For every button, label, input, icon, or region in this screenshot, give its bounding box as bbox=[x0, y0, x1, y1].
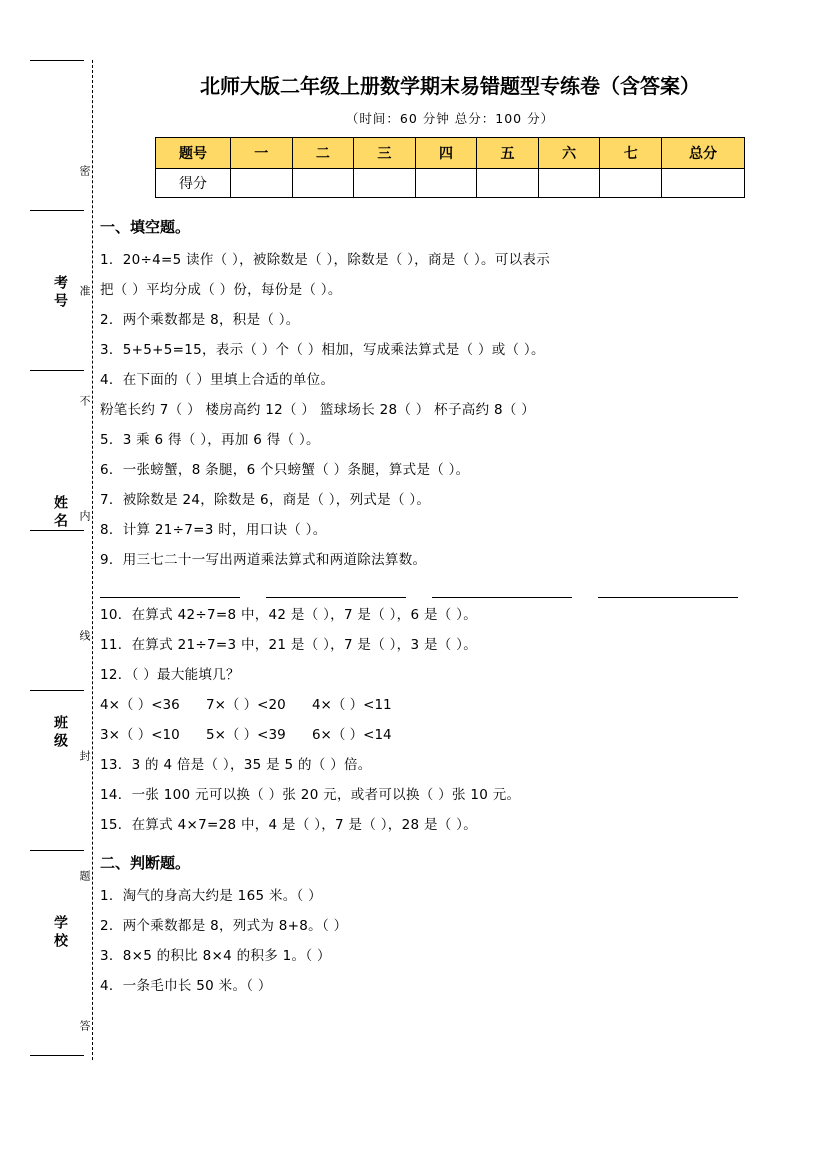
fill-expression: 4×（ ）<36 bbox=[100, 697, 180, 713]
answer-rule[interactable] bbox=[100, 581, 240, 598]
score-cell-total[interactable] bbox=[662, 169, 745, 198]
table-row bbox=[156, 169, 745, 198]
fill-row bbox=[100, 690, 800, 720]
fill-expression: 7×（ ）<20 bbox=[205, 697, 286, 713]
question-item: 4．在下面的（ ）里填上合适的单位。 bbox=[100, 372, 335, 388]
strip-divider bbox=[30, 370, 84, 371]
question-item: 15．在算式 4×7=28 中，4 是（ ），7 是（ ），28 是（ ）。 bbox=[100, 817, 477, 833]
score-header-cell: 五 bbox=[477, 138, 539, 169]
field-label-exam-number: 考号 bbox=[52, 275, 68, 311]
field-label-name: 姓名 bbox=[52, 495, 68, 531]
score-table bbox=[155, 137, 745, 198]
question-item: 4．一条毛巾长 50 米。（ ） bbox=[100, 978, 272, 994]
seal-char-da: 答 bbox=[78, 1020, 91, 1033]
score-cell[interactable] bbox=[538, 169, 600, 198]
question-item: 12．（ ）最大能填几？ bbox=[100, 667, 240, 683]
answer-rule-row bbox=[100, 581, 800, 598]
question-item: 3．8×5 的积比 8×4 的积多 1。（ ） bbox=[100, 948, 331, 964]
score-header-cell: 七 bbox=[600, 138, 662, 169]
score-header-cell: 六 bbox=[538, 138, 600, 169]
score-cell[interactable] bbox=[415, 169, 477, 198]
exam-meta: （时间：60 分钟 总分：100 分） bbox=[345, 111, 555, 126]
seal-char-nei: 内 bbox=[78, 510, 91, 523]
score-header-cell: 四 bbox=[415, 138, 477, 169]
question-item: 13．3 的 4 倍是（ ），35 是 5 的（ ）倍。 bbox=[100, 757, 372, 773]
dashed-seal-line bbox=[92, 60, 93, 1060]
seal-char-xian: 线 bbox=[78, 630, 91, 643]
question-item: 1．20÷4=5 读作（ ），被除数是（ ），除数是（ ），商是（ ）。可以表示 bbox=[100, 252, 551, 268]
strip-divider bbox=[30, 690, 84, 691]
fill-expression: 4×（ ）<11 bbox=[311, 697, 392, 713]
score-cell[interactable] bbox=[292, 169, 354, 198]
field-label-class: 班级 bbox=[52, 715, 68, 751]
strip-divider bbox=[30, 1055, 84, 1056]
field-label-school: 学校 bbox=[52, 915, 68, 951]
question-item: 9．用三七二十一写出两道乘法算式和两道除法算数。 bbox=[100, 552, 427, 568]
fill-expression: 6×（ ）<14 bbox=[311, 727, 392, 743]
answer-rule[interactable] bbox=[598, 581, 738, 598]
paper-content bbox=[100, 62, 800, 1001]
question-item-units: 粉笔长约 7（ ） 楼房高约 12（ ） 篮球场长 28（ ） 杯子高约 8（ ） bbox=[100, 402, 536, 418]
question-item: 2．两个乘数都是 8，列式为 8+8。（ ） bbox=[100, 918, 348, 934]
score-row-label: 得分 bbox=[156, 169, 231, 198]
answer-rule[interactable] bbox=[432, 581, 572, 598]
score-header-cell: 三 bbox=[354, 138, 416, 169]
question-item: 10．在算式 42÷7=8 中，42 是（ ），7 是（ ），6 是（ ）。 bbox=[100, 607, 477, 623]
question-item: 1．淘气的身高大约是 165 米。（ ） bbox=[100, 888, 322, 904]
score-cell[interactable] bbox=[354, 169, 416, 198]
question-item: 3．5+5+5=15，表示（ ）个（ ）相加，写成乘法算式是（ ）或（ ）。 bbox=[100, 342, 545, 358]
score-cell[interactable] bbox=[231, 169, 293, 198]
question-item: 8．计算 21÷7=3 时，用口诀（ ）。 bbox=[100, 522, 327, 538]
score-header-cell: 二 bbox=[292, 138, 354, 169]
score-cell[interactable] bbox=[600, 169, 662, 198]
question-item: 14．一张 100 元可以换（ ）张 20 元，或者可以换（ ）张 10 元。 bbox=[100, 787, 521, 803]
score-header-cell-total: 总分 bbox=[662, 138, 745, 169]
seal-char-feng: 封 bbox=[78, 750, 91, 763]
strip-divider bbox=[30, 850, 84, 851]
seal-char-mi: 密 bbox=[78, 165, 91, 178]
seal-char-zhun: 准 bbox=[78, 285, 91, 298]
question-item-cont: 把（ ）平均分成（ ）份，每份是（ ）。 bbox=[100, 282, 342, 298]
question-item: 5．3 乘 6 得（ ），再加 6 得（ ）。 bbox=[100, 432, 320, 448]
question-item: 11．在算式 21÷7=3 中，21 是（ ），7 是（ ），3 是（ ）。 bbox=[100, 637, 477, 653]
seal-char-bu: 不 bbox=[78, 395, 91, 408]
question-item: 6．一张螃蟹，8 条腿，6 个只螃蟹（ ）条腿，算式是（ ）。 bbox=[100, 462, 470, 478]
strip-divider bbox=[30, 210, 84, 211]
question-item: 7．被除数是 24，除数是 6，商是（ ），列式是（ ）。 bbox=[100, 492, 431, 508]
score-header-cell: 一 bbox=[231, 138, 293, 169]
answer-rule[interactable] bbox=[266, 581, 406, 598]
section-heading-fill-in-blank: 一、填空题。 bbox=[100, 218, 191, 236]
question-item: 2．两个乘数都是 8，积是（ ）。 bbox=[100, 312, 300, 328]
strip-divider bbox=[30, 60, 84, 61]
page-title: 北师大版二年级上册数学期末易错题型专练卷（含答案） bbox=[200, 74, 700, 98]
fill-expression: 3×（ ）<10 bbox=[100, 727, 180, 743]
seal-char-ti: 题 bbox=[78, 870, 91, 883]
fill-expression: 5×（ ）<39 bbox=[205, 727, 286, 743]
section-heading-true-false: 二、判断题。 bbox=[100, 854, 191, 872]
score-header-cell: 题号 bbox=[156, 138, 231, 169]
seal-line-strip bbox=[22, 60, 92, 1070]
table-row bbox=[156, 138, 745, 169]
score-cell[interactable] bbox=[477, 169, 539, 198]
fill-row bbox=[100, 720, 800, 750]
